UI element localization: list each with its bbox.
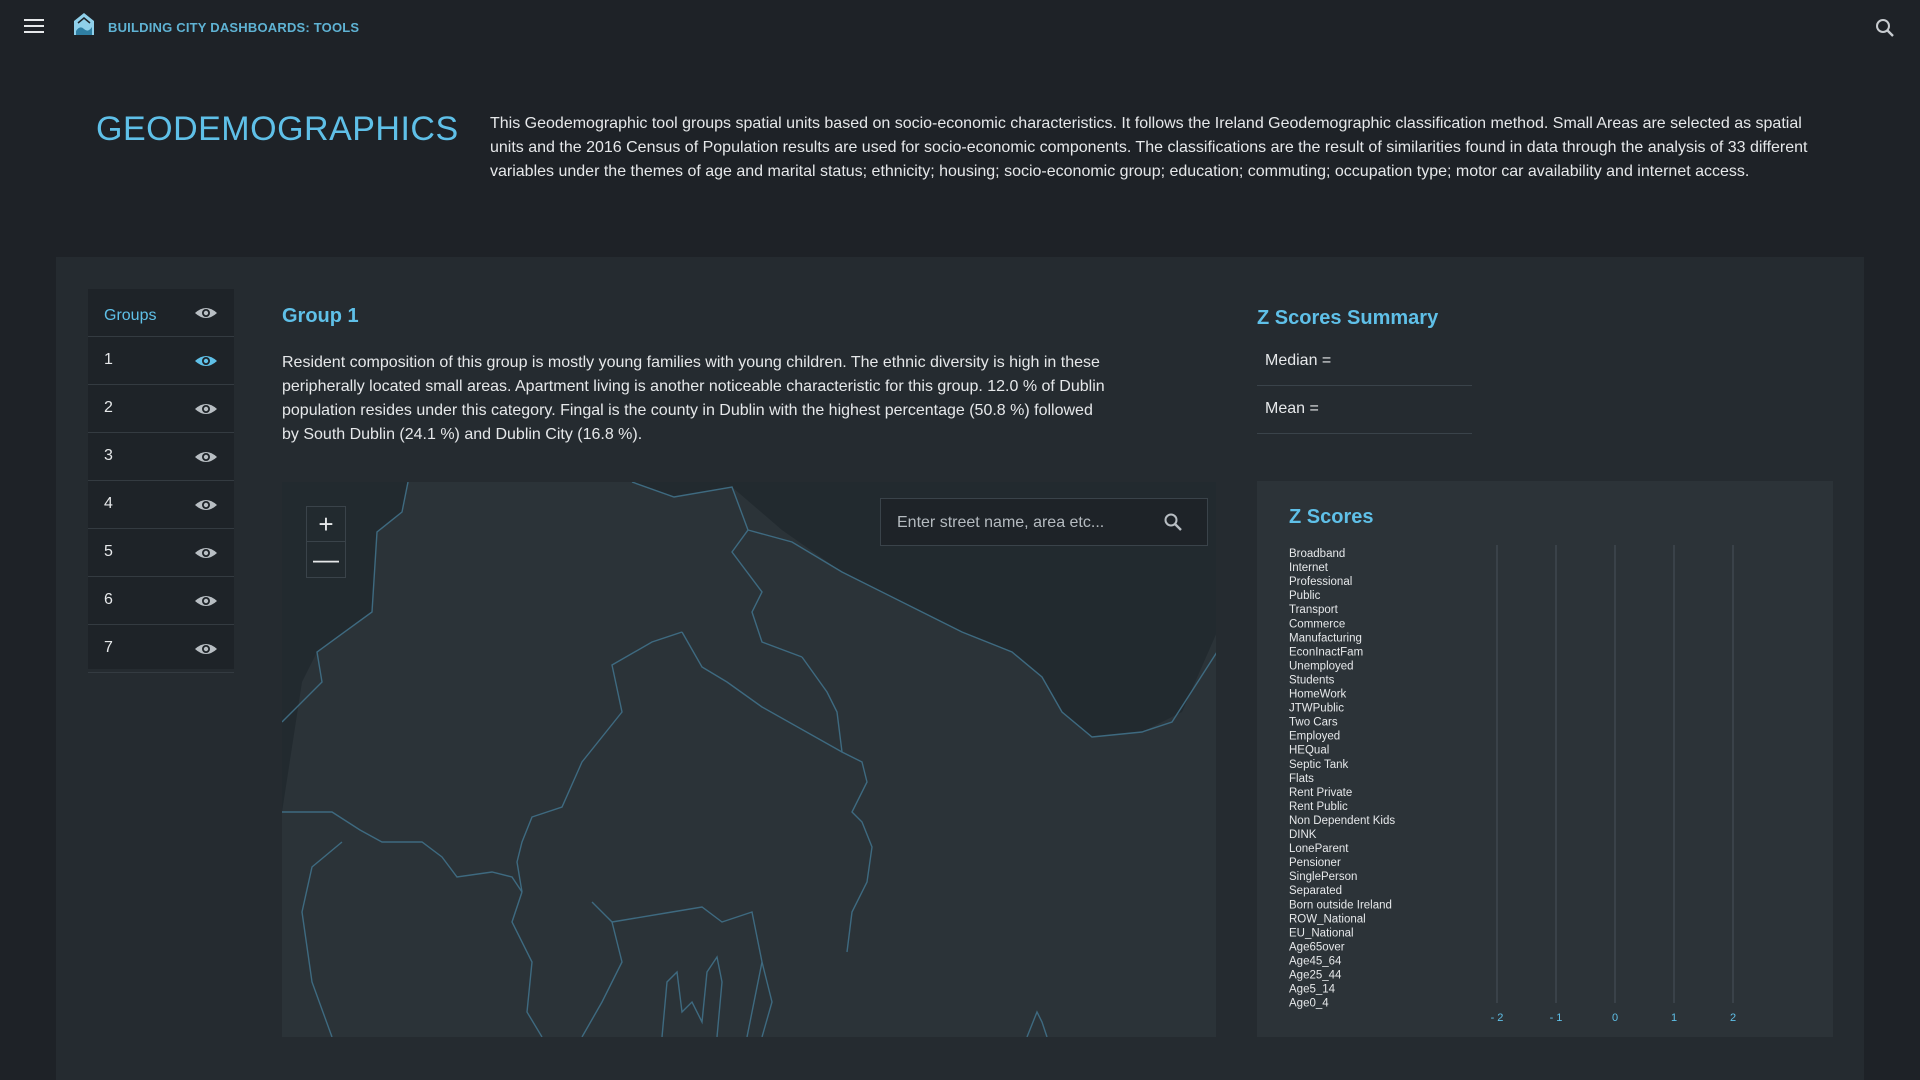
eye-icon[interactable] xyxy=(194,495,218,515)
z-scores-chart xyxy=(1257,481,1833,1037)
category-label: SinglePerson xyxy=(1289,871,1358,884)
category-label: Transport xyxy=(1289,604,1338,617)
eye-icon[interactable] xyxy=(194,303,218,323)
category-label: Pensioner xyxy=(1289,857,1341,870)
group-label: 5 xyxy=(104,543,113,560)
group-label: 2 xyxy=(104,399,113,416)
x-tick-label: - 1 xyxy=(1549,1012,1563,1024)
category-label: LoneParent xyxy=(1289,843,1349,856)
category-label: Age45_64 xyxy=(1289,955,1342,968)
category-label: Age25_44 xyxy=(1289,969,1342,982)
groups-list xyxy=(88,289,234,669)
eye-icon[interactable] xyxy=(194,543,218,563)
category-label: Rent Private xyxy=(1289,786,1353,799)
group-description: Resident composition of this group is mostly young families with young children. The ethnic diversity is high in these peripherally located small areas. Apartment living is another noticeable characteristic for this group. 12.0 % of Dublin population resides under this category. Fingal is the county in Dublin with the highest percentage (50.8 %) followed by South Dublin (24.1 %) and Dublin City (16.8 %). xyxy=(282,354,1105,443)
page-title: GEODEMOGRAPHICS xyxy=(96,110,459,148)
page-intro: This Geodemographic tool groups spatial units based on socio-economic characteristics. It follows the Ireland Geodemographic classification method. Small Areas are selected as spatial units and the 2016 Census of Population results are used for socio-economic components. The classifications are the result of similarities found in data through the analysis of 33 different variables under the themes of age and marital status; ethnicity; housing; socio-economic group; education; commuting; occupation type; motor car availability and internet access. xyxy=(490,115,1808,180)
groups-header-label: Groups xyxy=(104,307,157,324)
map[interactable] xyxy=(282,482,1216,1037)
group-label: 7 xyxy=(104,639,113,656)
category-label: DINK xyxy=(1289,829,1317,841)
top-bar xyxy=(0,0,1920,56)
group-item-3[interactable] xyxy=(88,433,234,481)
group-item-7[interactable] xyxy=(88,625,234,673)
category-label: Septic Tank xyxy=(1289,758,1349,771)
x-tick-label: 0 xyxy=(1611,1012,1619,1024)
zoom-control xyxy=(306,506,346,578)
category-label: HEQual xyxy=(1289,744,1330,757)
groups-header[interactable] xyxy=(88,289,234,337)
category-label: Born outside Ireland xyxy=(1289,899,1392,912)
group-item-1[interactable] xyxy=(88,337,234,385)
category-label: Unemployed xyxy=(1289,660,1354,673)
eye-icon[interactable] xyxy=(194,639,218,659)
summary-title: Z Scores Summary xyxy=(1257,307,1439,329)
x-tick-label: 2 xyxy=(1729,1012,1737,1024)
app-title[interactable]: BUILDING CITY DASHBOARDS: TOOLS xyxy=(108,20,360,35)
group-title: Group 1 xyxy=(282,305,359,327)
category-label: Age0_4 xyxy=(1289,997,1329,1010)
category-label: Manufacturing xyxy=(1289,632,1362,645)
category-label: Age65over xyxy=(1289,941,1345,954)
eye-icon[interactable] xyxy=(194,351,218,371)
map-land[interactable] xyxy=(282,482,1216,1037)
category-label: Professional xyxy=(1289,576,1353,589)
group-label: 4 xyxy=(104,495,113,512)
category-label: Internet xyxy=(1289,562,1328,575)
menu-icon[interactable] xyxy=(24,19,44,35)
group-item-6[interactable] xyxy=(88,577,234,625)
map-search-input[interactable] xyxy=(897,511,1157,535)
zoom-in-button[interactable]: + xyxy=(307,507,345,542)
category-label: HomeWork xyxy=(1289,688,1347,701)
category-label: EconInactFam xyxy=(1289,646,1364,659)
eye-icon[interactable] xyxy=(194,447,218,467)
logo-icon[interactable] xyxy=(72,11,96,37)
group-item-5[interactable] xyxy=(88,529,234,577)
map-search xyxy=(880,498,1208,546)
category-label: Two Cars xyxy=(1289,716,1338,729)
x-tick-label: - 2 xyxy=(1490,1012,1504,1024)
z-scores-plot xyxy=(1257,481,1833,1037)
group-label: 3 xyxy=(104,447,113,464)
category-label: ROW_National xyxy=(1289,913,1366,926)
category-label: Public xyxy=(1289,590,1321,603)
category-label: Age5_14 xyxy=(1289,983,1336,996)
mean-value: Mean = xyxy=(1257,386,1472,434)
x-tick-label: 1 xyxy=(1670,1012,1678,1024)
group-item-4[interactable] xyxy=(88,481,234,529)
group-label: 6 xyxy=(104,591,113,608)
group-item-2[interactable] xyxy=(88,385,234,433)
search-icon[interactable] xyxy=(1163,512,1183,532)
category-label: Flats xyxy=(1289,772,1314,785)
category-label: Rent Public xyxy=(1289,800,1348,813)
eye-icon[interactable] xyxy=(194,399,218,419)
category-label: Students xyxy=(1289,674,1335,687)
eye-icon[interactable] xyxy=(194,591,218,611)
group-label: 1 xyxy=(104,351,113,368)
category-label: JTWPublic xyxy=(1289,702,1344,715)
category-label: Commerce xyxy=(1289,618,1346,631)
zoom-out-button[interactable]: — xyxy=(313,544,339,574)
category-label: Employed xyxy=(1289,730,1341,743)
category-label: Separated xyxy=(1289,885,1343,898)
category-label: Non Dependent Kids xyxy=(1289,814,1396,827)
main-panel xyxy=(56,257,1864,1080)
category-label: Broadband xyxy=(1289,548,1346,560)
chart-title: Z Scores xyxy=(1289,506,1374,528)
search-icon[interactable] xyxy=(1874,17,1896,39)
category-label: EU_National xyxy=(1289,927,1354,940)
median-value: Median = xyxy=(1257,338,1472,386)
